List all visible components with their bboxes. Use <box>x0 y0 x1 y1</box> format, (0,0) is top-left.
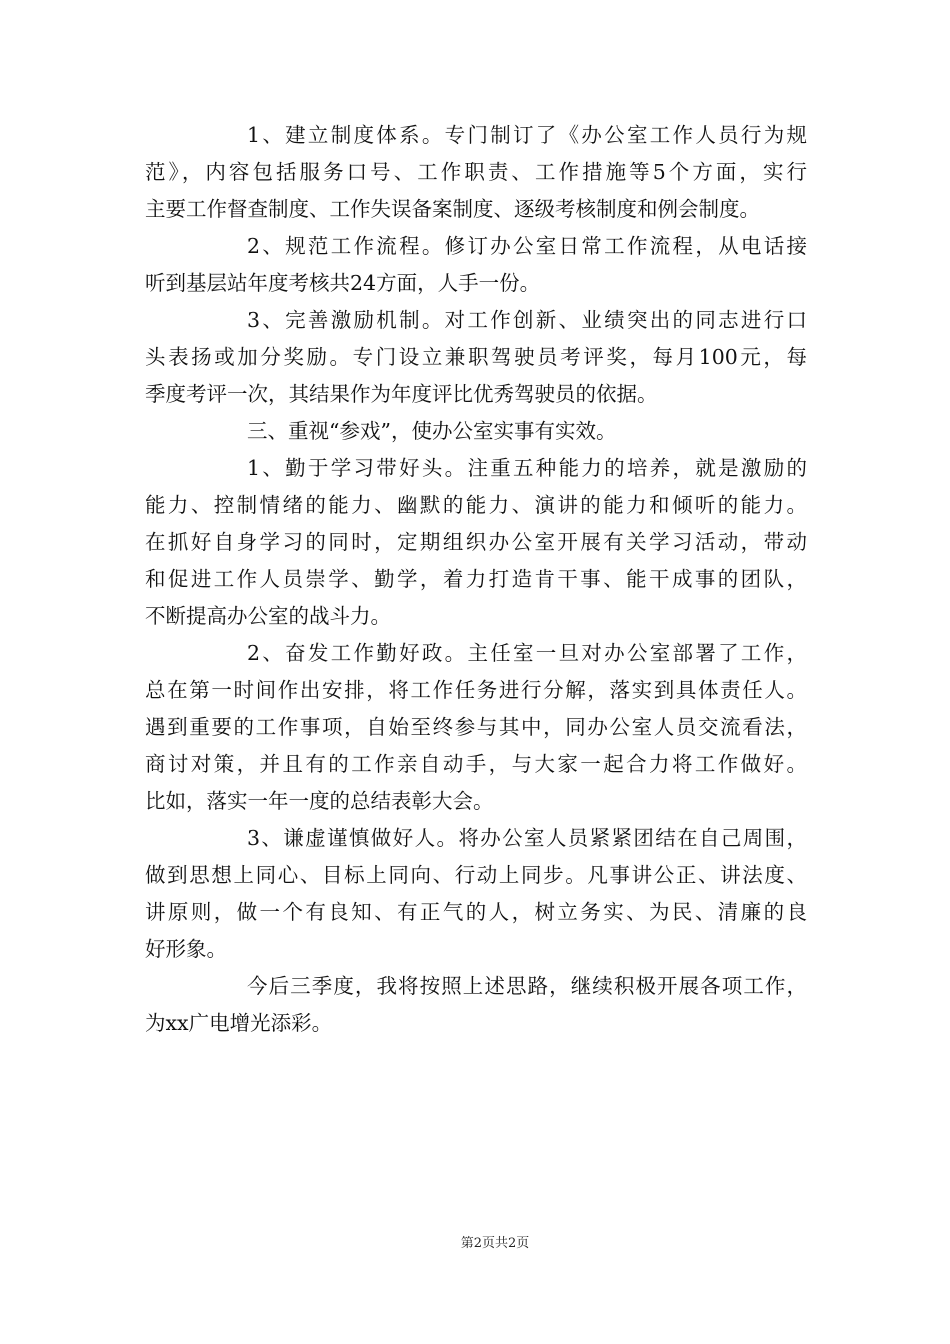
text-line: 能力、控制情绪的能力、幽默的能力、演讲的能力和倾听的能力。 <box>145 493 807 517</box>
text-line: 讲原则，做一个有良知、有正气的人，树立务实、为民、清廉的良 <box>145 900 807 924</box>
text-line: 在抓好自身学习的同时，定期组织办公室开展有关学习活动，带动 <box>145 530 807 554</box>
text-line: 和促进工作人员崇学、勤学，着力打造肯干事、能干成事的团队， <box>145 567 807 591</box>
text-line: 听到基层站年度考核共24方面，人手一份。 <box>145 271 541 295</box>
text-line: 季度考评一次，其结果作为年度评比优秀驾驶员的依据。 <box>145 382 658 406</box>
text-line: 3、完善激励机制。对工作创新、业绩突出的同志进行口 <box>247 308 807 332</box>
text-line: 商讨对策，并且有的工作亲自动手，与大家一起合力将工作做好。 <box>145 752 807 776</box>
text-line: 做到思想上同心、目标上同向、行动上同步。凡事讲公正、讲法度、 <box>145 863 807 887</box>
text-line: 不断提高办公室的战斗力。 <box>145 604 391 628</box>
text-line: 2、规范工作流程。修订办公室日常工作流程，从电话接 <box>247 234 807 258</box>
page-number: 第2页共2页 <box>460 1236 530 1251</box>
text-line: 总在第一时间作出安排，将工作任务进行分解，落实到具体责任人。 <box>145 678 807 702</box>
text-line: 三、重视“参戏”，使办公室实事有实效。 <box>247 419 617 443</box>
text-line: 2、奋发工作勤好政。主任室一旦对办公室部署了工作， <box>247 641 807 665</box>
text-line: 1、勤于学习带好头。注重五种能力的培养，就是激励的 <box>247 456 807 480</box>
text-line: 今后三季度，我将按照上述思路，继续积极开展各项工作， <box>247 974 807 998</box>
text-line: 为xx广电增光添彩。 <box>145 1011 333 1035</box>
text-line: 头表扬或加分奖励。专门设立兼职驾驶员考评奖，每月100元，每 <box>145 345 807 369</box>
text-line: 1、建立制度体系。专门制订了《办公室工作人员行为规 <box>247 123 807 147</box>
text-line: 遇到重要的工作事项，自始至终参与其中，同办公室人员交流看法， <box>145 715 807 739</box>
text-line: 比如，落实一年一度的总结表彰大会。 <box>145 789 494 813</box>
text-line: 范》，内容包括服务口号、工作职责、工作措施等5个方面，实行 <box>145 160 807 184</box>
document-body <box>145 117 807 1042</box>
text-line: 主要工作督查制度、工作失误备案制度、逐级考核制度和例会制度。 <box>145 197 760 221</box>
text-line: 好形象。 <box>145 937 227 961</box>
text-line: 3、谦虚谨慎做好人。将办公室人员紧紧团结在自己周围， <box>247 826 807 850</box>
